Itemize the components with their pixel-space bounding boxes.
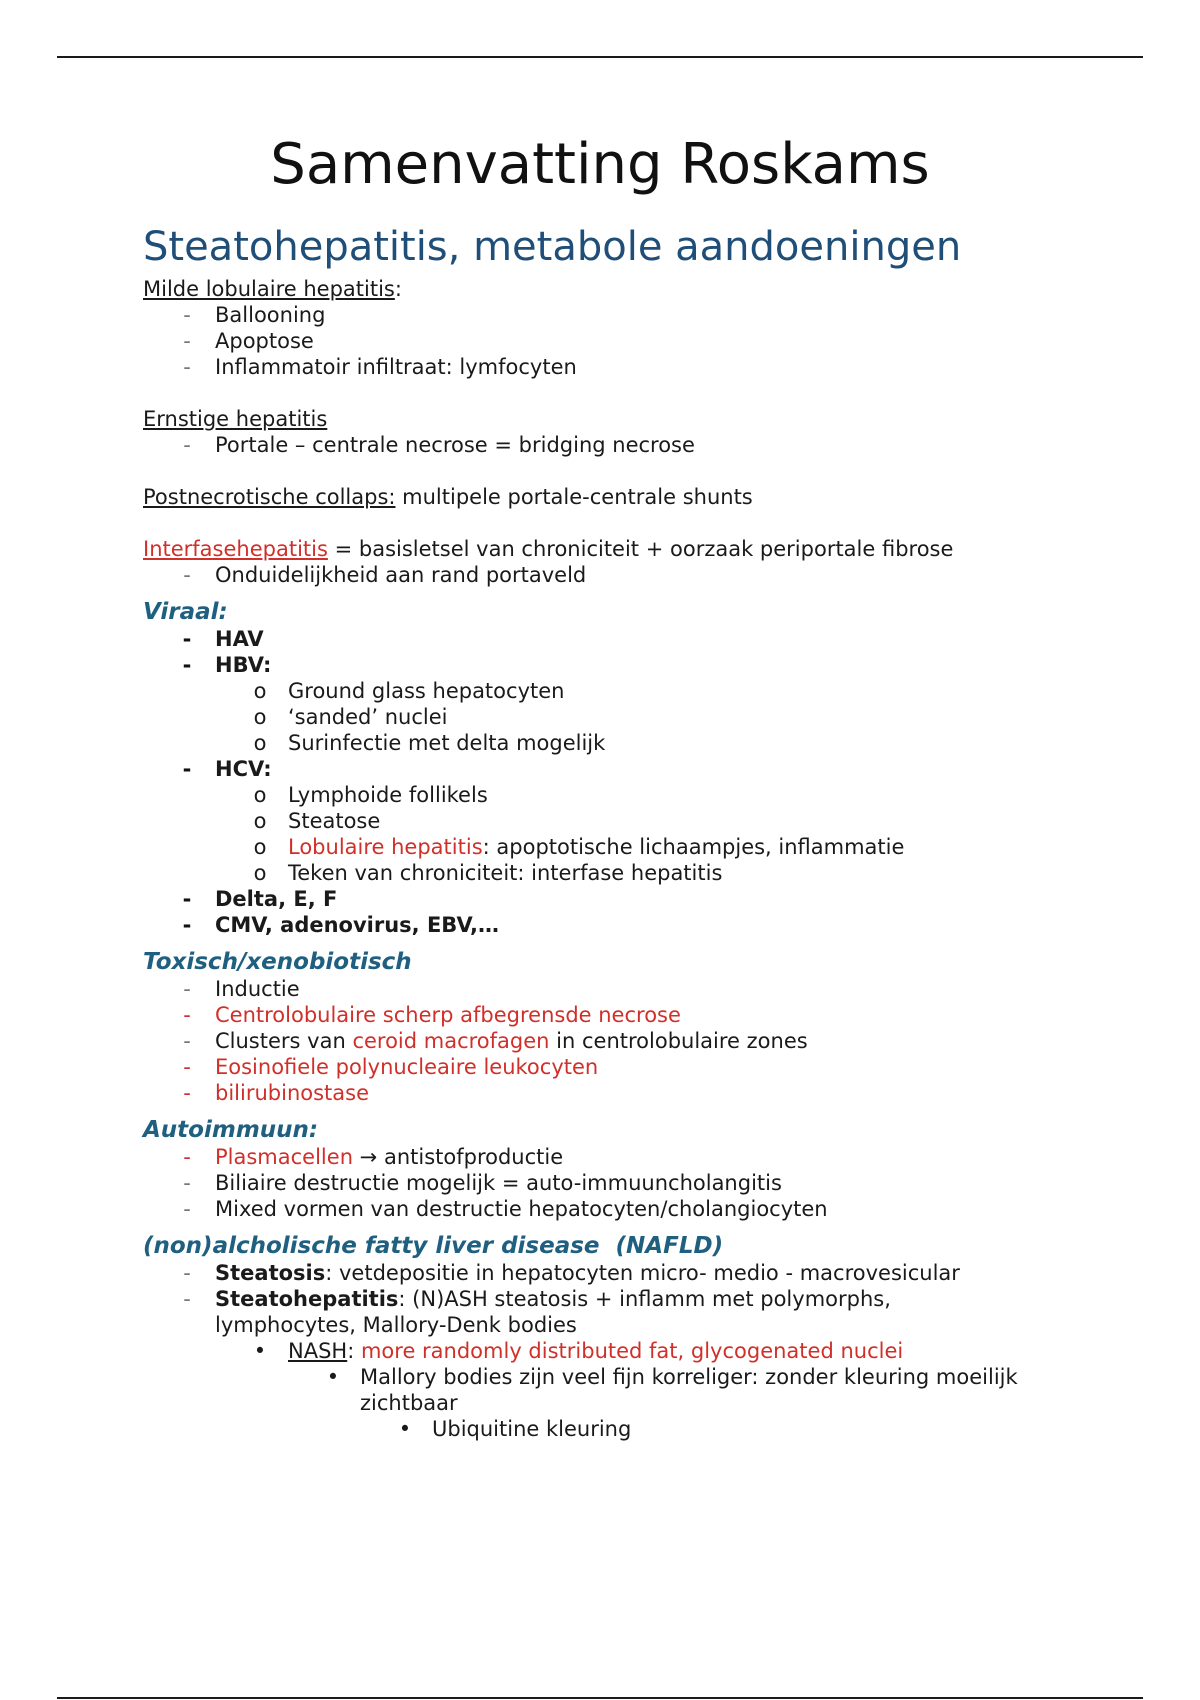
postnecrotic-label: Postnecrotische collaps:	[143, 485, 396, 509]
item-text: Mallory bodies zijn veel fijn korreliger: zonder kleuring moeilijk	[360, 1365, 1018, 1389]
o-bullet: o	[253, 835, 267, 859]
item-text-red: Eosinofiele polynucleaire leukocyten	[215, 1055, 599, 1079]
document-page	[143, 130, 1103, 1442]
dash-bullet: -	[183, 977, 191, 1001]
item-text: Portale – centrale necrose = bridging necrose	[215, 433, 695, 457]
item-text: HBV:	[215, 653, 272, 677]
sub-list-item	[143, 678, 1103, 704]
severe-label-text: Ernstige hepatitis	[143, 407, 328, 431]
list-item	[143, 562, 1103, 588]
dash-bullet: -	[183, 433, 191, 457]
item-text: Biliaire destructie mogelijk = auto-immuuncholangitis	[215, 1171, 782, 1195]
item-text: HAV	[215, 627, 264, 651]
item-text: Delta, E, F	[215, 887, 338, 911]
item-text: lymphocytes, Mallory-Denk bodies	[215, 1313, 577, 1337]
list-item	[143, 1002, 1103, 1028]
sub-sub-list-item	[143, 1364, 1103, 1390]
item-text-bold: Steatohepatitis	[215, 1287, 399, 1311]
interface-hepatitis-line	[143, 536, 1103, 562]
o-bullet: o	[253, 705, 267, 729]
item-text: Ubiquitine kleuring	[432, 1417, 632, 1441]
item-text: Steatose	[288, 809, 381, 833]
dash-bullet: -	[182, 757, 192, 781]
mild-label-text: Milde lobulaire hepatitis	[143, 277, 395, 301]
item-text: Teken van chroniciteit: interfase hepatitis	[288, 861, 723, 885]
item-text: in centrolobulaire zones	[549, 1029, 808, 1053]
item-text: Clusters van	[215, 1029, 353, 1053]
item-text: Onduidelijkheid aan rand portaveld	[215, 563, 587, 587]
dash-bullet: -	[183, 303, 191, 327]
list-item	[143, 976, 1103, 1002]
list-item	[143, 912, 1103, 938]
item-text: :	[347, 1339, 361, 1363]
item-text: : vetdepositie in hepatocyten micro- medio - macrovesicular	[325, 1261, 960, 1285]
list-item	[143, 1260, 1103, 1286]
sub-list-item	[143, 704, 1103, 730]
o-bullet: o	[253, 861, 267, 885]
list-item	[143, 328, 1103, 354]
item-text-red: ceroid macrofagen	[352, 1029, 550, 1053]
dash-bullet: -	[182, 887, 192, 911]
item-text: : (N)ASH steatosis + inflamm met polymorphs,	[398, 1287, 891, 1311]
item-text-red: bilirubinostase	[215, 1081, 370, 1105]
dash-bullet: -	[183, 1145, 191, 1169]
severe-hepatitis-label	[143, 406, 1103, 432]
list-item	[143, 354, 1103, 380]
item-text: → antistofproductie	[353, 1145, 564, 1169]
item-text-red: Centrolobulaire scherp afbegrensde necrose	[215, 1003, 681, 1027]
sub-list-item	[143, 1338, 1103, 1364]
o-bullet: o	[253, 731, 267, 755]
postnecrotic-text: multipele portale-centrale shunts	[395, 485, 753, 509]
item-text: Ground glass hepatocyten	[288, 679, 565, 703]
sub-list-item	[143, 808, 1103, 834]
item-text: Inflammatoir infiltraat: lymfocyten	[215, 355, 577, 379]
nafld-heading: (non)alcholische fatty liver disease (NAFLD)	[143, 1233, 724, 1259]
dash-bullet: -	[182, 627, 192, 651]
item-text-red: more randomly distributed fat, glycogenated nuclei	[360, 1339, 904, 1363]
postnecrotic-line	[143, 484, 1103, 510]
dash-bullet: -	[182, 913, 192, 937]
item-text: Inductie	[215, 977, 300, 1001]
document-title: Samenvatting Roskams	[270, 132, 930, 197]
list-item	[143, 886, 1103, 912]
list-item	[143, 1196, 1103, 1222]
sub-list-item	[143, 730, 1103, 756]
item-text: Surinfectie met delta mogelijk	[288, 731, 606, 755]
list-item	[143, 302, 1103, 328]
interface-text: = basisletsel van chroniciteit + oorzaak periportale fibrose	[327, 537, 954, 561]
list-item	[143, 1054, 1103, 1080]
list-item	[143, 1028, 1103, 1054]
item-text: Mixed vormen van destructie hepatocyten/cholangiocyten	[215, 1197, 828, 1221]
list-item	[143, 1170, 1103, 1196]
sub-sub-list-item-continuation	[143, 1390, 1103, 1416]
list-item-continuation	[143, 1312, 1103, 1338]
nash-label: NASH	[288, 1339, 348, 1363]
item-text: ‘sanded’ nuclei	[288, 705, 448, 729]
sub-sub-sub-list-item	[143, 1416, 1103, 1442]
dash-bullet: -	[183, 1003, 191, 1027]
autoimmune-heading: Autoimmuun:	[143, 1117, 319, 1143]
viral-heading: Viraal:	[143, 599, 228, 625]
dash-bullet: -	[182, 653, 192, 677]
mild-hepatitis-label	[143, 276, 1103, 302]
dash-bullet: -	[183, 355, 191, 379]
bottom-rule	[57, 1697, 1143, 1699]
list-item	[143, 652, 1103, 678]
dash-bullet: -	[183, 1055, 191, 1079]
dot-bullet: •	[398, 1417, 412, 1441]
sub-list-item	[143, 834, 1103, 860]
dash-bullet: -	[183, 1171, 191, 1195]
dash-bullet: -	[183, 563, 191, 587]
dot-bullet: •	[326, 1365, 340, 1389]
item-text: Ballooning	[215, 303, 326, 327]
item-text: HCV:	[215, 757, 272, 781]
item-text: CMV, adenovirus, EBV,…	[215, 913, 499, 937]
list-item	[143, 756, 1103, 782]
o-bullet: o	[253, 679, 267, 703]
dash-bullet: -	[183, 1261, 191, 1285]
item-text: Apoptose	[215, 329, 314, 353]
item-text-red: Plasmacellen	[215, 1145, 353, 1169]
dash-bullet: -	[183, 1081, 191, 1105]
top-rule	[57, 56, 1143, 58]
mild-label-colon: :	[394, 277, 402, 301]
list-item	[143, 626, 1103, 652]
sub-list-item	[143, 860, 1103, 886]
interface-label: Interfasehepatitis	[143, 537, 328, 561]
dash-bullet: -	[183, 329, 191, 353]
toxic-heading: Toxisch/xenobiotisch	[143, 949, 412, 975]
dash-bullet: -	[183, 1287, 191, 1311]
item-text: Lymphoide follikels	[288, 783, 488, 807]
dash-bullet: -	[183, 1029, 191, 1053]
list-item	[143, 432, 1103, 458]
section-heading: Steatohepatitis, metabole aandoeningen	[143, 224, 962, 270]
item-text-red: Lobulaire hepatitis	[288, 835, 483, 859]
item-text-bold: Steatosis	[215, 1261, 326, 1285]
list-item	[143, 1286, 1103, 1312]
item-text: : apoptotische lichaampjes, inflammatie	[482, 835, 905, 859]
list-item	[143, 1144, 1103, 1170]
dash-bullet: -	[183, 1197, 191, 1221]
dot-bullet: •	[253, 1339, 267, 1363]
sub-list-item	[143, 782, 1103, 808]
item-text: zichtbaar	[360, 1391, 458, 1415]
o-bullet: o	[253, 809, 267, 833]
o-bullet: o	[253, 783, 267, 807]
list-item	[143, 1080, 1103, 1106]
